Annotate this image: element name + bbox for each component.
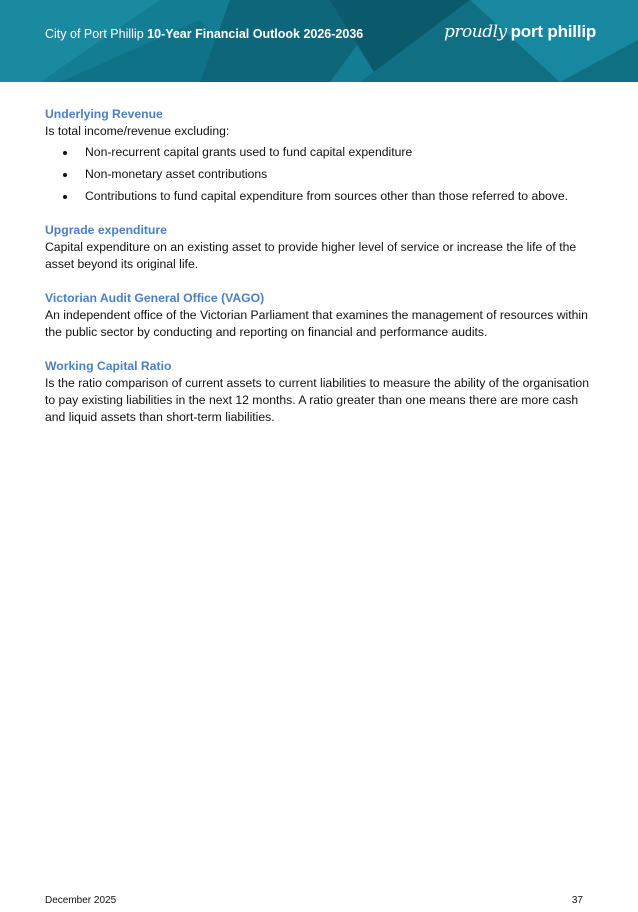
list-item [45,188,595,205]
document-title-prefix: City of Port Phillip [45,27,144,41]
footer-date: December 2025 [45,895,117,906]
glossary-entry-working-capital-ratio [45,358,595,426]
footer-page-number: 37 [571,895,583,906]
document-title [45,27,363,41]
list-item [45,144,595,161]
document-title-bold: 10-Year Financial Outlook 2026-2036 [147,27,364,41]
glossary-term: Working Capital Ratio [45,359,172,373]
glossary-term: Underlying Revenue [45,107,163,121]
bullet-icon [63,151,67,155]
proudly-port-phillip-logo [444,22,596,52]
bullet-list [45,144,595,205]
page-header-banner [0,0,638,82]
glossary-term: Victorian Audit General Office (VAGO) [45,291,265,305]
glossary-content [45,106,595,443]
glossary-definition: An independent office of the Victorian Parliament that examines the management of resources within the public sector by conducting and reporting on financial and performance audits. [45,308,588,339]
list-item [45,166,595,183]
logo-script-text: proudly [444,22,507,42]
list-item-text: Non-recurrent capital grants used to fund capital expenditure [85,145,413,159]
glossary-definition: Capital expenditure on an existing asset to provide higher level of service or increase the life of the asset beyond its original life. [45,240,577,271]
glossary-entry-upgrade-expenditure [45,222,595,273]
list-item-text: Non-monetary asset contributions [85,167,268,181]
glossary-entry-vago [45,290,595,341]
bullet-icon [63,173,67,177]
glossary-definition: Is the ratio comparison of current assets to current liabilities to measure the ability of the organisation to pay existing liabilities in the next 12 months. A ratio greater than one means there are more cash and liquid assets than short-term liabilities. [45,376,589,424]
bullet-icon [63,195,67,199]
glossary-definition: Is total income/revenue excluding: [45,124,230,138]
glossary-entry-underlying-revenue [45,106,595,205]
glossary-term: Upgrade expenditure [45,223,167,237]
logo-name-text: port phillip [510,22,597,41]
list-item-text: Contributions to fund capital expenditure from sources other than those referred to above. [85,189,569,203]
